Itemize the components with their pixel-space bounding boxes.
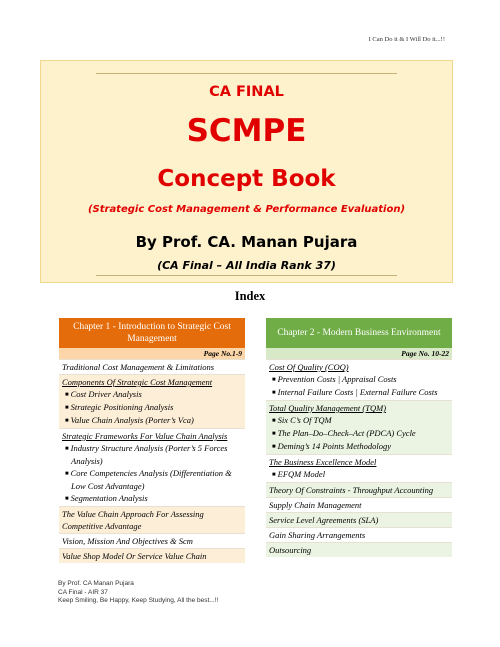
index-topic: Outsourcing	[269, 545, 312, 555]
index-topic: Gain Sharing Arrangements	[269, 530, 366, 540]
index-row	[266, 359, 452, 400]
bullet-icon: ■	[272, 431, 276, 437]
index-row	[266, 512, 452, 527]
index-topic: Strategic Frameworks For Value Chain Analysis	[62, 431, 228, 441]
index-row	[59, 506, 245, 533]
chapter-2-title: Chapter 2 - Modern Business Environment	[266, 318, 452, 348]
index-subtopic	[62, 388, 242, 401]
bullet-icon: ■	[65, 405, 69, 411]
index-row	[266, 482, 452, 497]
subtopic-text: Cost Driver Analysis	[70, 389, 142, 399]
cover-banner	[40, 60, 453, 283]
index-subtopic	[62, 414, 242, 427]
index-topic: The Value Chain Approach For Assessing Competitive Advantage	[62, 509, 204, 531]
index-row	[266, 454, 452, 482]
page-tagline: I Can Do it & I Will Do it...!!	[368, 36, 445, 43]
index-topic: The Business Excellence Model	[269, 457, 377, 467]
subtopic-text: Prevention Costs | Appraisal Costs	[277, 374, 397, 384]
index-row	[266, 527, 452, 542]
index-subtopic	[62, 442, 242, 467]
index-row	[59, 533, 245, 548]
index-subtopic	[269, 427, 449, 440]
book-subtitle: (Strategic Cost Management & Performance Evaluation)	[87, 204, 406, 215]
index-topic: Traditional Cost Management & Limitations	[62, 362, 215, 372]
footer-rank: CA Final - AIR 37	[58, 588, 108, 596]
bullet-icon: ■	[65, 418, 69, 424]
index-row	[266, 542, 452, 557]
bullet-icon: ■	[272, 418, 276, 424]
subtopic-text: Segmentation Analysis	[70, 493, 148, 503]
bullet-icon: ■	[65, 446, 69, 452]
subtopic-text: Six C’s Of TQM	[277, 415, 332, 425]
index-subtopic	[269, 468, 449, 481]
chapter-2-column	[266, 318, 452, 557]
banner-bottom-rule	[96, 275, 397, 276]
index-subtopic	[62, 492, 242, 505]
bullet-icon: ■	[272, 472, 276, 478]
index-topic: Vision, Mission And Objectives & Scm	[62, 536, 193, 546]
bullet-icon: ■	[65, 392, 69, 398]
bullet-icon: ■	[272, 390, 276, 396]
index-subtopic	[269, 440, 449, 453]
index-row	[59, 548, 245, 563]
subtopic-text: Core Competencies Analysis (Differentiation & Low Cost Advantage)	[70, 468, 232, 491]
index-topic: Value Shop Model Or Service Value Chain	[62, 551, 207, 561]
footer-message: Keep Smiling, Be Happy, Keep Studying, All the best...!!	[58, 597, 219, 604]
subtopic-text: EFQM Model	[277, 469, 326, 479]
index-topic: Components Of Strategic Cost Management	[62, 377, 213, 387]
subtopic-text: The Plan–Do–Check–Act (PDCA) Cycle	[277, 428, 416, 438]
index-subtopic	[269, 373, 449, 386]
chapter-1-pages: Page No.1-9	[59, 348, 245, 359]
subtopic-text: Deming’s 14 Points Methodology	[277, 441, 392, 451]
bullet-icon: ■	[65, 496, 69, 502]
index-row	[266, 497, 452, 512]
index-topic: Service Level Agreements (SLA)	[269, 515, 379, 525]
chapter-1-column	[59, 318, 245, 563]
index-row	[59, 374, 245, 428]
index-subtopic	[269, 386, 449, 399]
subtopic-text: Value Chain Analysis (Porter’s Vca)	[70, 415, 194, 425]
index-topic: Supply Chain Management	[269, 500, 362, 510]
index-row	[59, 428, 245, 506]
index-subtopic	[62, 467, 242, 492]
index-topic: Theory Of Constraints - Throughput Accounting	[269, 485, 434, 495]
index-topic: Total Quality Management (TQM)	[269, 403, 387, 413]
chapter-2-pages: Page No. 10-22	[266, 348, 452, 359]
subtopic-text: Industry Structure Analysis (Porter’s 5 Forces Analysis)	[70, 443, 228, 466]
chapter-1-title: Chapter 1 - Introduction to Strategic Cost Management	[59, 318, 245, 348]
page-footer	[58, 580, 218, 606]
index-subtopic	[62, 401, 242, 414]
bullet-icon: ■	[272, 444, 276, 450]
subtopic-text: Strategic Positioning Analysis	[70, 402, 174, 412]
bullet-icon: ■	[65, 471, 69, 477]
index-row	[266, 400, 452, 454]
book-type: Concept Book	[157, 166, 336, 192]
book-title: SCMPE	[186, 113, 307, 149]
index-row	[59, 359, 245, 374]
index-topic: Cost Of Quality (COQ)	[269, 362, 349, 372]
author-name: By Prof. CA. Manan Pujara	[135, 233, 358, 251]
footer-author: By Prof. CA Manan Pujara	[58, 580, 134, 587]
author-rank: (CA Final – All India Rank 37)	[157, 259, 336, 272]
index-heading: Index	[234, 289, 266, 303]
banner-top-rule	[96, 73, 397, 74]
bullet-icon: ■	[272, 377, 276, 383]
course-level: CA FINAL	[209, 84, 284, 100]
index-subtopic	[269, 414, 449, 427]
subtopic-text: Internal Failure Costs | External Failure Costs	[277, 387, 438, 397]
